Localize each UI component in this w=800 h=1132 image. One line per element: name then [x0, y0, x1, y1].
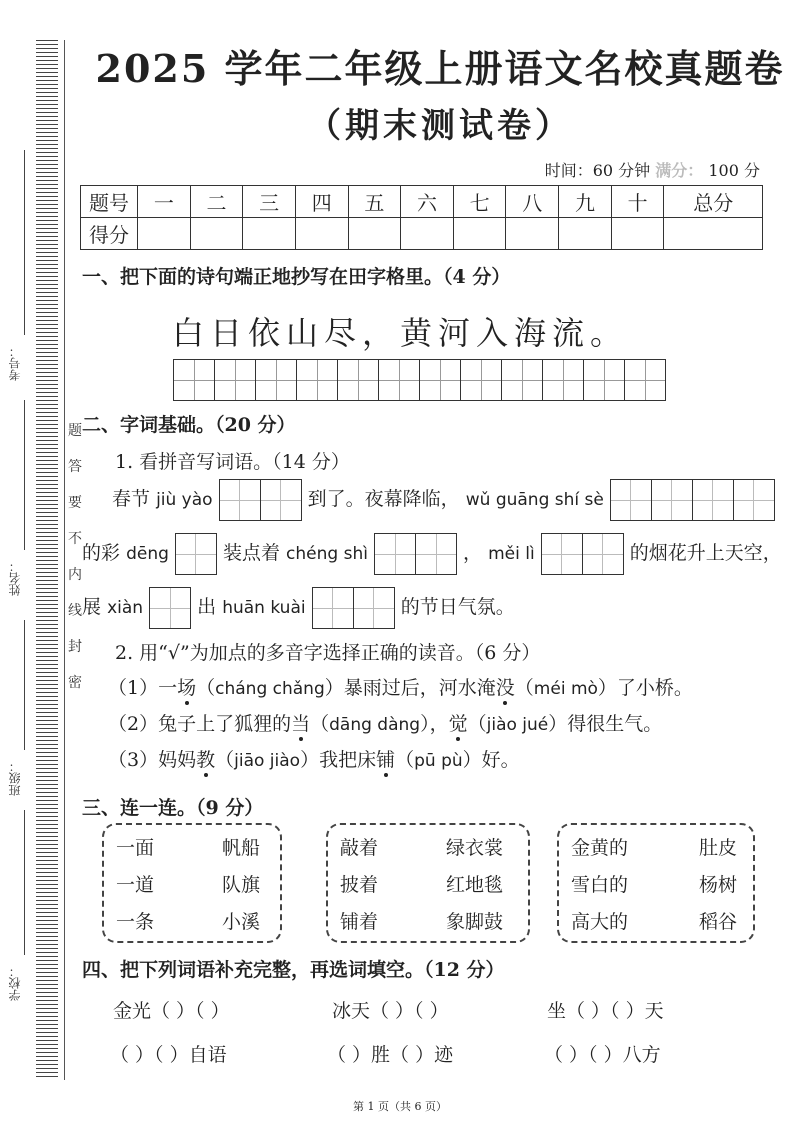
match-left-item[interactable]: 一道: [116, 874, 155, 896]
section-1-title: 一、把下面的诗句端正地抄写在田字格里。（4 分）: [82, 266, 511, 288]
text: （: [514, 677, 534, 699]
pinyin: xiàn: [107, 598, 144, 618]
text: 到了。夜幕降临，: [307, 488, 460, 510]
score-cell: 五: [348, 186, 401, 218]
notice-char: 答: [68, 459, 82, 475]
dotted-char: 觉: [448, 713, 468, 735]
match-right-item[interactable]: 象脚鼓: [446, 911, 504, 933]
text: 的节日气氛。: [400, 596, 515, 618]
score-cell: 二: [190, 186, 243, 218]
pinyin-choice[interactable]: dāng dàng: [329, 715, 421, 735]
q2-row-3: [108, 745, 520, 772]
pinyin-choice[interactable]: cháng chǎng: [215, 679, 325, 699]
match-right-item[interactable]: 杨树: [699, 874, 738, 896]
text: 的烟花升上天空，: [629, 542, 782, 564]
text: ）好。: [462, 749, 520, 771]
pinyin-choice[interactable]: méi mò: [533, 679, 598, 699]
score-input-cell[interactable]: [348, 218, 401, 250]
match-left-item[interactable]: 一面: [116, 837, 155, 859]
q1-title: 1. 看拼音写词语。（14 分）: [115, 451, 350, 473]
text: （3）妈妈: [108, 749, 197, 771]
text: 展: [82, 596, 102, 618]
score-input-cell[interactable]: [559, 218, 612, 250]
section-3-title: 三、连一连。（9 分）: [82, 797, 264, 819]
pinyin-choice[interactable]: jiào jué: [486, 715, 549, 735]
text: 春节: [112, 488, 151, 510]
score-cell: 三: [243, 186, 296, 218]
exam-number-label: 考号：: [8, 345, 22, 381]
score-cell: 总分: [664, 186, 763, 218]
score-cell: 一: [138, 186, 191, 218]
name-label: 姓名：: [8, 560, 22, 596]
pinyin-choice[interactable]: jiāo jiào: [234, 751, 301, 771]
q2-row-2: [108, 709, 662, 736]
match-left-item[interactable]: 一条: [116, 911, 155, 933]
text: ）了小桥。: [597, 677, 693, 699]
text: 出: [197, 596, 217, 618]
tianzige-cell[interactable]: [625, 360, 665, 400]
notice-char: 题: [68, 423, 82, 439]
text: （: [395, 749, 415, 771]
answer-boxes[interactable]: [149, 587, 191, 629]
score-cell: 四: [295, 186, 348, 218]
score-input-cell[interactable]: [611, 218, 664, 250]
match-right-item[interactable]: 稻谷: [699, 911, 738, 933]
score-input-cell[interactable]: [138, 218, 191, 250]
match-left-item[interactable]: 金黄的: [571, 837, 629, 859]
match-right-item[interactable]: 帆船: [222, 837, 261, 859]
tianzige-cell[interactable]: [461, 360, 502, 400]
answer-boxes[interactable]: [610, 479, 775, 521]
score-cell: 十: [611, 186, 664, 218]
match-right-item[interactable]: 肚皮: [699, 837, 738, 859]
text: 装点着: [222, 542, 280, 564]
idiom-blank[interactable]: 冰天（ ）（ ）: [332, 1000, 449, 1022]
dotted-char: 场: [177, 677, 197, 699]
match-left-item[interactable]: 铺着: [340, 911, 379, 933]
q2-row-1: [108, 673, 693, 700]
match-group-3: [557, 823, 755, 943]
score-cell: 题号: [81, 186, 138, 218]
score-input-cell[interactable]: [243, 218, 296, 250]
page-footer: 第 1 页（共 6 页）: [353, 1100, 447, 1113]
score-table-score-row: [81, 218, 763, 250]
text: 的彩: [82, 542, 121, 564]
match-left-item[interactable]: 高大的: [571, 911, 629, 933]
q2-title: 2. 用“√”为加点的多音字选择正确的读音。（6 分）: [115, 642, 541, 664]
notice-char: 封: [68, 639, 82, 655]
q1-line-1: [112, 478, 775, 521]
text: ）暴雨过后，河水淹: [324, 677, 496, 699]
tianzige-cell[interactable]: [584, 360, 625, 400]
score-cell: 八: [506, 186, 559, 218]
binding-line: [64, 40, 65, 1080]
score-input-cell[interactable]: [664, 218, 763, 250]
dotted-char: 铺: [376, 749, 396, 771]
pinyin: chéng shì: [286, 544, 368, 564]
text: ），: [420, 713, 449, 735]
match-group-1: [102, 823, 282, 943]
binding-ruler: [36, 40, 58, 1080]
section-2-title: 二、字词基础。（20 分）: [82, 414, 296, 436]
dotted-char: 教: [196, 749, 216, 771]
class-blank[interactable]: [24, 620, 25, 750]
tianzige-cell[interactable]: [338, 360, 379, 400]
tianzige-cell[interactable]: [174, 360, 215, 400]
match-left-item[interactable]: 敲着: [340, 837, 379, 859]
score-input-cell[interactable]: [401, 218, 454, 250]
pinyin: jiù yào: [156, 490, 213, 510]
tianzige-cell[interactable]: [543, 360, 584, 400]
score-cell: 七: [453, 186, 506, 218]
full-score: 100 分: [708, 161, 760, 180]
poem-text: 白日依山尽，黄河入海流。: [171, 314, 628, 352]
text: ，: [463, 542, 483, 564]
score-row-label: 得分: [81, 218, 138, 250]
score-input-cell[interactable]: [295, 218, 348, 250]
school-label: 学校：: [8, 965, 22, 1001]
answer-boxes[interactable]: [175, 533, 217, 575]
pinyin: dēng: [126, 544, 169, 564]
tianzige-cell[interactable]: [502, 360, 543, 400]
match-right-item[interactable]: 小溪: [222, 911, 261, 933]
notice-char: 密: [68, 675, 82, 691]
match-right-item[interactable]: 队旗: [222, 874, 261, 896]
binding-margin: [0, 0, 80, 1132]
text: （2）兔子上了狐狸的: [108, 713, 292, 735]
idiom-blank[interactable]: （ ）胜（ ）迹: [327, 1044, 454, 1066]
text: （: [467, 713, 487, 735]
pinyin: huān kuài: [222, 598, 306, 618]
pinyin: wǔ guāng shí sè: [465, 490, 604, 510]
idiom-blank[interactable]: 金光（ ）（ ）: [113, 1000, 230, 1022]
notice-char: 线: [68, 603, 82, 619]
pinyin: měi lì: [488, 544, 535, 564]
idiom-blank[interactable]: （ ）（ ）自语: [110, 1044, 227, 1066]
dotted-char: 没: [495, 677, 515, 699]
answer-boxes[interactable]: [374, 533, 457, 575]
dotted-char: 当: [291, 713, 311, 735]
pinyin-choice[interactable]: pū pù: [414, 751, 463, 771]
class-label: 班级：: [8, 760, 22, 796]
answer-boxes[interactable]: [219, 479, 302, 521]
time-limit: 时间：60 分钟: [544, 161, 651, 180]
page-title: 2025 学年二年级上册语文名校真题卷: [95, 46, 785, 91]
score-cell: 六: [401, 186, 454, 218]
answer-boxes[interactable]: [312, 587, 395, 629]
text: ）我把床: [300, 749, 377, 771]
match-left-item[interactable]: 雪白的: [571, 874, 629, 896]
score-input-cell[interactable]: [506, 218, 559, 250]
notice-char: 内: [68, 567, 82, 583]
exam-meta: [545, 158, 760, 181]
school-blank[interactable]: [24, 810, 25, 955]
tianzige-cell[interactable]: [297, 360, 338, 400]
score-cell: 九: [559, 186, 612, 218]
idiom-blank[interactable]: 坐（ ）（ ）天: [547, 1000, 664, 1022]
section-4-title: 四、把下列词语补充完整，再选词填空。（12 分）: [82, 959, 505, 981]
score-table-header-row: [81, 186, 763, 218]
text: （1）一: [108, 677, 178, 699]
match-left-item[interactable]: 披着: [340, 874, 379, 896]
score-table: [80, 185, 763, 250]
tianzige-cell[interactable]: [215, 360, 256, 400]
full-score-label: 满分：: [655, 161, 704, 180]
tianzige-cell[interactable]: [420, 360, 461, 400]
text: （: [310, 713, 330, 735]
match-group-2: [326, 823, 530, 943]
match-right-item[interactable]: 红地毯: [446, 874, 504, 896]
match-right-item[interactable]: 绿衣裳: [446, 837, 504, 859]
answer-boxes[interactable]: [541, 533, 624, 575]
text: （: [196, 677, 216, 699]
text: （: [215, 749, 235, 771]
q1-line-3: [82, 586, 515, 629]
text: ）得很生气。: [548, 713, 663, 735]
tianzige-row: [173, 359, 666, 401]
notice-char: 不: [68, 531, 82, 547]
page-subtitle: （期末测试卷）: [307, 106, 573, 146]
tianzige-cell[interactable]: [256, 360, 297, 400]
idiom-blank[interactable]: （ ）（ ）八方: [544, 1044, 661, 1066]
q1-line-2: [82, 532, 782, 575]
score-input-cell[interactable]: [190, 218, 243, 250]
score-input-cell[interactable]: [453, 218, 506, 250]
tianzige-cell[interactable]: [379, 360, 420, 400]
name-blank[interactable]: [24, 400, 25, 550]
notice-char: 要: [68, 495, 82, 511]
